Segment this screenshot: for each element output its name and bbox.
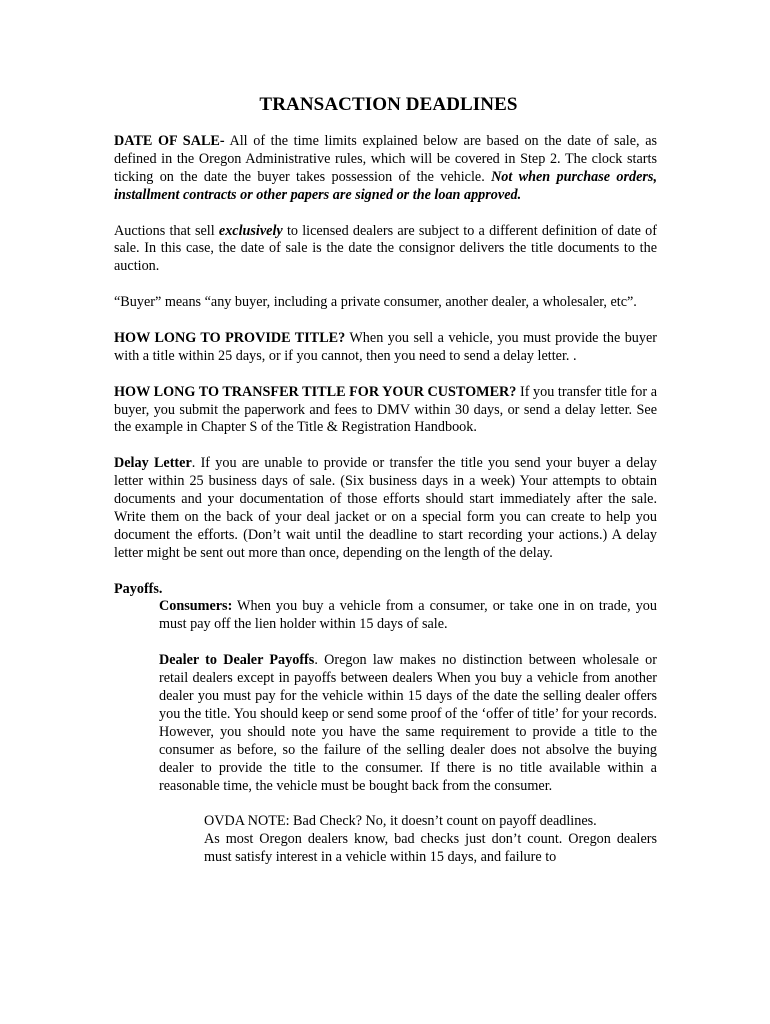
ovda-note-line1: OVDA NOTE: Bad Check? No, it doesn’t count on payoff deadlines. — [204, 813, 597, 830]
date-of-sale-heading: DATE OF SALE- — [114, 133, 225, 149]
dealer-payoffs-heading: Dealer to Dealer Payoffs — [159, 652, 315, 669]
payoffs-heading — [114, 581, 657, 599]
auctions-emphasis: exclusively — [218, 222, 283, 239]
document-page — [114, 93, 657, 867]
consumers-heading: Consumers: — [159, 598, 233, 615]
transfer-title-paragraph — [114, 384, 657, 438]
dealer-payoffs-paragraph — [159, 652, 657, 795]
dealer-payoffs-text: . Oregon law makes no distinction between wholesale or retail dealers except in payoffs between dealers When you buy a vehicle from another dealer you must pay for the vehicle within 15 days of the date the selling dealer offers you the title. You should keep or send some proof of the ‘offer of title’ for your records. However, you should note you have the same requirement to provide a title to the consumer as before, so the failure of the selling dealer does not absolve the buying dealer to provide the title to the consumer. If there is no title available within a reasonable time, the vehicle must be bought back from the consumer. — [159, 652, 657, 794]
buyer-definition-paragraph: “Buyer” means “any buyer, including a private consumer, another dealer, a wholesaler, etc”. — [114, 294, 637, 311]
consumers-text: When you buy a vehicle from a consumer, or take one in on trade, you must pay off the lien holder within 15 days of sale. — [159, 598, 657, 633]
date-of-sale-paragraph — [114, 133, 657, 205]
transfer-title-heading: HOW LONG TO TRANSFER TITLE FOR YOUR CUSTOMER? — [114, 383, 517, 400]
page-title: TRANSACTION DEADLINES — [259, 94, 518, 115]
delay-letter-heading: Delay Letter — [114, 455, 192, 472]
auctions-paragraph — [114, 223, 657, 277]
ovda-note-line2: As most Oregon dealers know, bad checks just don’t count. Oregon dealers must satisfy interest in a vehicle within 15 days, and failure to — [204, 831, 657, 866]
date-of-sale-text: All of the time limits explained below are based on the date of sale, as defined in the Oregon Administrative rules, which will be covered in Step 2. The clock starts ticking on the date the buyer takes possession of the vehicle. — [114, 133, 658, 185]
provide-title-text: When you sell a vehicle, you must provide the buyer with a title within 25 days, or if you cannot, then you need to send a delay letter. . — [114, 329, 657, 364]
payoffs-heading-text: Payoffs. — [114, 580, 163, 597]
consumers-paragraph — [159, 598, 657, 634]
delay-letter-paragraph — [114, 455, 657, 562]
provide-title-heading: HOW LONG TO PROVIDE TITLE? — [114, 329, 346, 346]
delay-letter-text: . If you are unable to provide or transfer the title you send your buyer a delay letter within 25 business days of sale. (Six business days in a week) Your attempts to obtain documents and your documentation of those efforts should start immediately after the sale. Write them on the back of your deal jacket or on a special form you can create to help you document the efforts. (Don’t wait until the deadline to start recording your actions.) A delay letter might be sent out more than once, depending on the length of the delay. — [114, 455, 657, 561]
date-of-sale-emphasis: Not when purchase orders, installment contracts or other papers are signed or the loan approved. — [114, 168, 657, 203]
auctions-text-pre: Auctions that sell — [114, 222, 219, 239]
transfer-title-text: If you transfer title for a buyer, you submit the paperwork and fees to DMV within 30 days, or send a delay letter. See the example in Chapter S of the Title & Registration Handbook. — [114, 383, 657, 436]
auctions-text-post: to licensed dealers are subject to a different definition of date of sale. In this case, the date of sale is the date the consignor delivers the title documents to the auction. — [114, 222, 657, 275]
provide-title-paragraph — [114, 330, 657, 366]
